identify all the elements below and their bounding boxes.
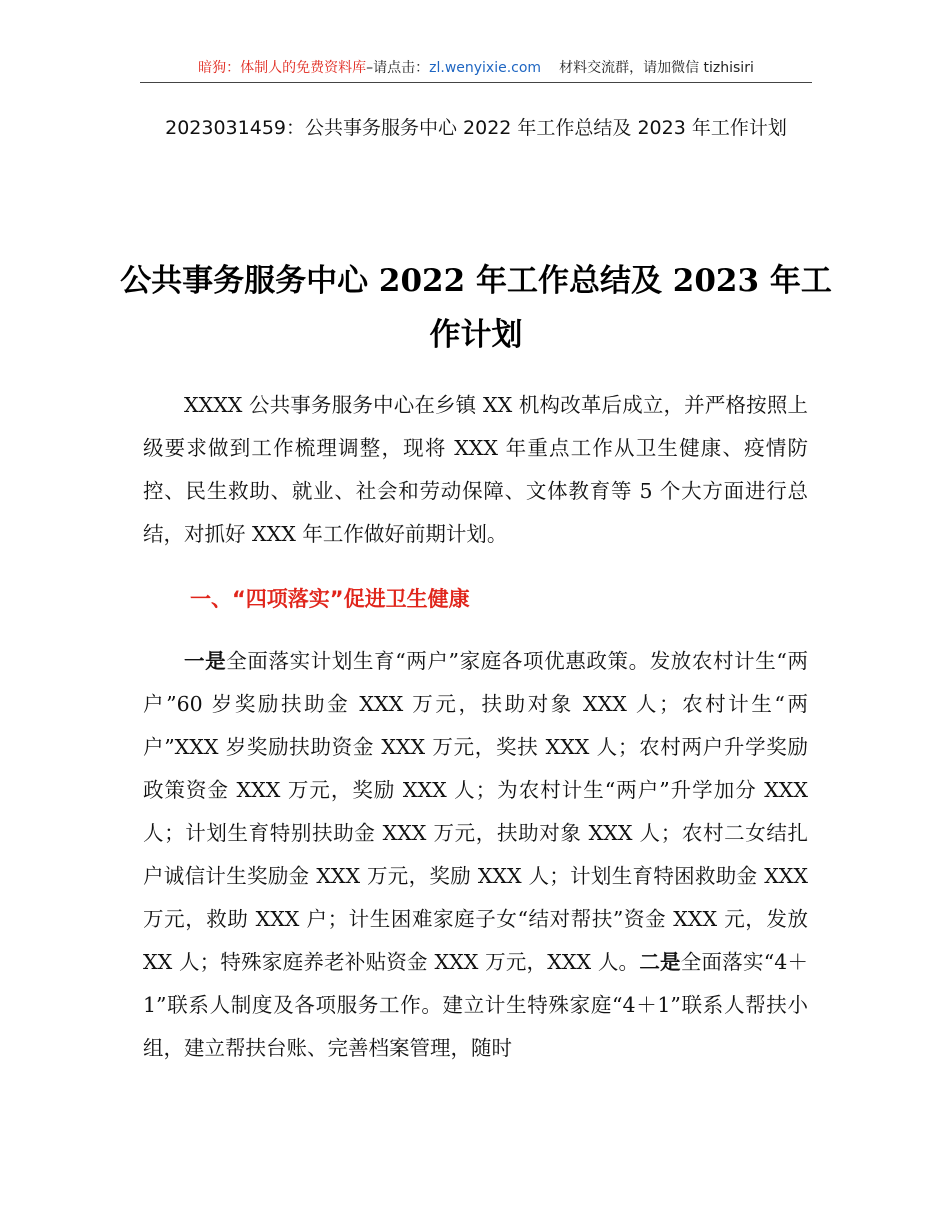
section-heading-1: 一、“四项落实”促进卫生健康 xyxy=(190,587,470,611)
lead-point-2: 二是 xyxy=(639,950,681,974)
site-url-link[interactable]: zl.wenyixie.com xyxy=(429,60,542,76)
document-title: 公共事务服务中心 2022 年工作总结及 2023 年工作计划 xyxy=(120,263,832,353)
section-1-paragraph xyxy=(143,640,808,1070)
contact-info: 材料交流群，请加微信 tizhisiri xyxy=(559,60,754,76)
page-header-bar xyxy=(140,56,812,83)
document-id-line: 2023031459：公共事务服务中心 2022 年工作总结及 2023 年工作计划 xyxy=(165,117,787,139)
click-prompt: –请点击： xyxy=(366,60,430,76)
point-2-text: 全面落实“4＋1”联系人制度及各项服务工作。建立计生特殊家庭“4＋1”联系人帮扶小组，建立帮扶台账、完善档案管理，随时 xyxy=(143,950,809,1060)
point-1-text: 全面落实计划生育“两户”家庭各项优惠政策。发放农村计生“两户”60 岁奖励扶助金 XXX 万元，扶助对象 XXX 人；农村计生“两户”XXX 岁奖励扶助资金 XXX 万元，奖扶 XXX 人；农村两户升学奖励政策资金 XXX 万元，奖励 XXX 人；为农村计生“两户”升学加分 XXX 人；计划生育特别扶助金 XXX 万元，扶助对象 XXX 人；农村二女结扎户诚信计生奖励金 XXX 万元，奖励 XXX 人；计划生育特困救助金 XXX 万元，救助 XXX 户；计生困难家庭子女“结对帮扶”资金 XXX 元，发放 XX 人；特殊家庭养老补贴资金 XXX 万元，XXX 人。 xyxy=(143,649,808,974)
intro-paragraph: XXXX 公共事务服务中心在乡镇 XX 机构改革后成立，并严格按照上级要求做到工作梳理调整，现将 XXX 年重点工作从卫生健康、疫情防控、民生救助、就业、社会和劳动保障、文体教育等 5 个大方面进行总结，对抓好 XXX 年工作做好前期计划。 xyxy=(143,393,808,546)
lead-point-1: 一是 xyxy=(184,649,227,673)
site-name: 暗狗：体制人的免费资料库 xyxy=(198,60,367,76)
